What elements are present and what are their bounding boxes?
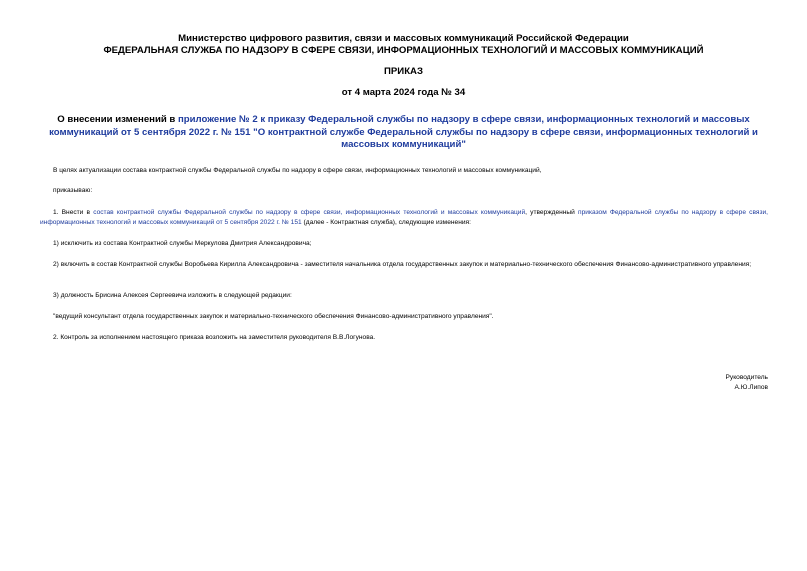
item-1-middle: , утвержденный: [525, 209, 579, 216]
order-word: приказываю:: [53, 187, 93, 194]
item-1-link-order[interactable]: приказом Федеральной службы по надзору в сфере связи, информационных технологий и массовых коммуникаций от 5 сентября 2022 г. № 151: [40, 209, 768, 227]
item-1-start: 1. Внести в: [53, 209, 94, 216]
signature-name: А.Ю.Липов: [734, 384, 768, 391]
preamble: В целях актуализации состава контрактной службы Федеральной службы по надзору в сфере связи, информационных технологий и массовых коммуникаций,: [53, 167, 542, 174]
sub-item-2: 2) включить в состав Контрактной службы Воробьева Кирилла Александровича - заместителя начальника отдела государственных закупок и материально-технического обеспечения Финансово-административного управления;: [53, 261, 752, 268]
sub-item-1: 1) исключить из состава Контрактной службы Меркулова Дмитрия Александровича;: [53, 240, 312, 247]
quote-text: "ведущий консультант отдела государственных закупок и материально-технического обеспечения Финансово-административного управления".: [53, 313, 494, 320]
item-2: 2. Контроль за исполнением настоящего приказа возложить на заместителя руководителя В.В.Логунова.: [53, 334, 376, 341]
title-prefix: О внесении изменений в: [57, 114, 178, 125]
item-1: [40, 208, 768, 229]
signature-position: Руководитель: [725, 374, 768, 381]
ministry-name: Министерство цифрового развития, связи и массовых коммуникаций Российской Федерации: [178, 33, 629, 44]
doc-type: ПРИКАЗ: [384, 66, 423, 77]
doc-date-number: от 4 марта 2024 года № 34: [341, 87, 466, 98]
item-1-link-composition[interactable]: состав контрактной службы Федеральной службы по надзору в сфере связи, информационных технологий и массовых коммуникаций: [93, 209, 526, 216]
item-1-end: (далее - Контрактная служба), следующие изменения:: [301, 219, 471, 227]
sub-item-3: 3) должность Брисина Алексея Сергеевича изложить в следующей редакции:: [53, 292, 292, 299]
doc-title: [40, 114, 767, 152]
service-name: ФЕДЕРАЛЬНАЯ СЛУЖБА ПО НАДЗОРУ В СФЕРЕ СВЯЗИ, ИНФОРМАЦИОННЫХ ТЕХНОЛОГИЙ И МАССОВЫХ КОММУНИКАЦИЙ: [103, 45, 704, 56]
title-link[interactable]: приложение № 2 к приказу Федеральной службы по надзору в сфере связи, информационных технологий и массовых коммуникаций от 5 сентября 2022 г. № 151 "О контрактной службе Федеральной службы по надзору в сфере связи, информационных технологий и массовых коммуникаций": [49, 114, 758, 150]
